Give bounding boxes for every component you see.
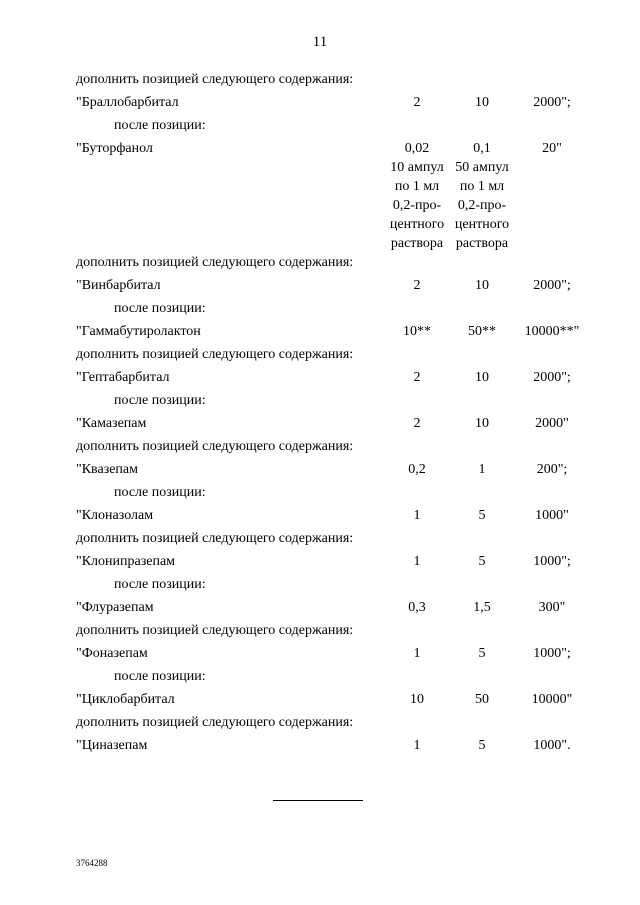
quantity-column-1: 2: [413, 370, 421, 385]
quantity-column-3: 1000";: [533, 646, 571, 661]
quantity-column-1: 1: [413, 738, 421, 753]
quantity-line: 0,1: [473, 141, 491, 156]
substance-row: [76, 460, 576, 483]
quantity-column-2: 5: [478, 554, 486, 569]
instruction-text: дополнить позицией следующего содержания:: [76, 623, 354, 638]
amend-instruction: [76, 437, 576, 460]
substance-row: [76, 506, 576, 529]
substance-name: "Циклобарбитал: [76, 692, 175, 707]
quantity-column-2: 10: [475, 416, 489, 431]
quantity-column-2: 5: [478, 738, 486, 753]
instruction-text: дополнить позицией следующего содержания:: [76, 347, 354, 362]
after-position-note: [76, 575, 576, 598]
separator-line: [273, 800, 363, 801]
quantity-column-1: 10**: [403, 324, 431, 339]
amend-instruction: [76, 253, 576, 276]
substance-name: "Циназепам: [76, 738, 148, 753]
substance-name: "Квазепам: [76, 462, 139, 477]
substance-name: "Клоназолам: [76, 508, 154, 523]
quantity-line: раствора: [390, 236, 444, 251]
substance-name: "Браллобарбитал: [76, 95, 179, 110]
instruction-text: дополнить позицией следующего содержания:: [76, 439, 354, 454]
amend-instruction: [76, 529, 576, 552]
amend-instruction: [76, 70, 576, 93]
quantity-column-3: 200";: [536, 462, 568, 477]
quantity-column-2: 10: [475, 370, 489, 385]
quantity-column-3: 10000**": [524, 324, 580, 339]
instruction-text: дополнить позицией следующего содержания:: [76, 715, 354, 730]
substance-name: "Винбарбитал: [76, 278, 161, 293]
after-position-note: [76, 667, 576, 690]
instruction-text: после позиции:: [114, 118, 206, 133]
substance-row: [76, 93, 576, 116]
quantity-line: по 1 мл: [394, 179, 440, 194]
instruction-text: дополнить позицией следующего содержания:: [76, 255, 354, 270]
quantity-column-3: 2000";: [533, 278, 571, 293]
substance-name: "Камазепам: [76, 416, 147, 431]
substance-row: [76, 644, 576, 667]
quantity-column-2: 50**: [468, 324, 496, 339]
quantity-line: центного: [389, 217, 445, 232]
instruction-text: после позиции:: [114, 577, 206, 592]
substance-name: "Флуразепам: [76, 600, 154, 615]
instruction-text: дополнить позицией следующего содержания:: [76, 72, 354, 87]
quantity-column-3: 10000": [531, 692, 573, 707]
quantity-column-2: [447, 139, 517, 253]
quantity-column-1: 10: [410, 692, 424, 707]
quantity-column-1: 2: [413, 416, 421, 431]
quantity-column-3: 300": [538, 600, 566, 615]
after-position-note: [76, 483, 576, 506]
quantity-column-3: 1000".: [533, 738, 571, 753]
after-position-note: [76, 299, 576, 322]
substance-name: "Гептабарбитал: [76, 370, 170, 385]
substance-row: [76, 414, 576, 437]
page-number: 11: [312, 34, 328, 50]
amend-instruction: [76, 713, 576, 736]
substance-row: [76, 598, 576, 621]
quantity-column-2: 1: [478, 462, 486, 477]
instruction-text: дополнить позицией следующего содержания:: [76, 531, 354, 546]
quantity-column-2: 5: [478, 646, 486, 661]
quantity-line: 0,2-про-: [457, 198, 507, 213]
quantity-column-1: 2: [413, 278, 421, 293]
substance-row: [76, 276, 576, 299]
quantity-column-1: 0,2: [408, 462, 426, 477]
quantity-column-3: 2000";: [533, 95, 571, 110]
after-position-note: [76, 391, 576, 414]
quantity-column-1: 0,3: [408, 600, 426, 615]
quantity-line: 50 ампул: [455, 160, 509, 175]
instruction-text: после позиции:: [114, 485, 206, 500]
quantity-column-2: 1,5: [473, 600, 491, 615]
document-code: 3764288: [76, 858, 108, 868]
substance-row: [76, 139, 576, 253]
quantity-column-1: 1: [413, 554, 421, 569]
quantity-column-3: 2000": [535, 416, 569, 431]
quantity-column-2: 5: [478, 508, 486, 523]
amend-instruction: [76, 345, 576, 368]
quantity-line: раствора: [455, 236, 509, 251]
quantity-column-2: 10: [475, 95, 489, 110]
instruction-text: после позиции:: [114, 301, 206, 316]
instruction-text: после позиции:: [114, 393, 206, 408]
after-position-note: [76, 116, 576, 139]
substance-name: "Гаммабутиролактон: [76, 324, 201, 339]
quantity-column-3: [516, 139, 588, 158]
quantity-column-1: 1: [413, 646, 421, 661]
instruction-text: после позиции:: [114, 669, 206, 684]
quantity-column-1: 1: [413, 508, 421, 523]
quantity-column-3: 2000";: [533, 370, 571, 385]
substance-row: [76, 368, 576, 391]
quantity-column-1: [380, 139, 454, 253]
quantity-line: по 1 мл: [459, 179, 505, 194]
quantity-line: 0,02: [404, 141, 430, 156]
quantity-column-2: 10: [475, 278, 489, 293]
quantity-line: центного: [454, 217, 510, 232]
quantity-column-2: 50: [475, 692, 489, 707]
quantity-line: 20": [542, 141, 562, 156]
quantity-column-3: 1000": [535, 508, 569, 523]
substance-row: [76, 322, 580, 345]
document-body: [76, 70, 580, 759]
quantity-line: 10 ампул: [390, 160, 444, 175]
substance-row: [76, 552, 576, 575]
substance-row: [76, 736, 576, 759]
quantity-column-3: 1000";: [533, 554, 571, 569]
quantity-column-1: 2: [413, 95, 421, 110]
substance-name: "Фоназепам: [76, 646, 148, 661]
substance-row: [76, 690, 576, 713]
amend-instruction: [76, 621, 576, 644]
substance-name: "Клонипразепам: [76, 554, 176, 569]
quantity-line: 0,2-про-: [392, 198, 442, 213]
substance-name: "Буторфанол: [76, 141, 153, 156]
